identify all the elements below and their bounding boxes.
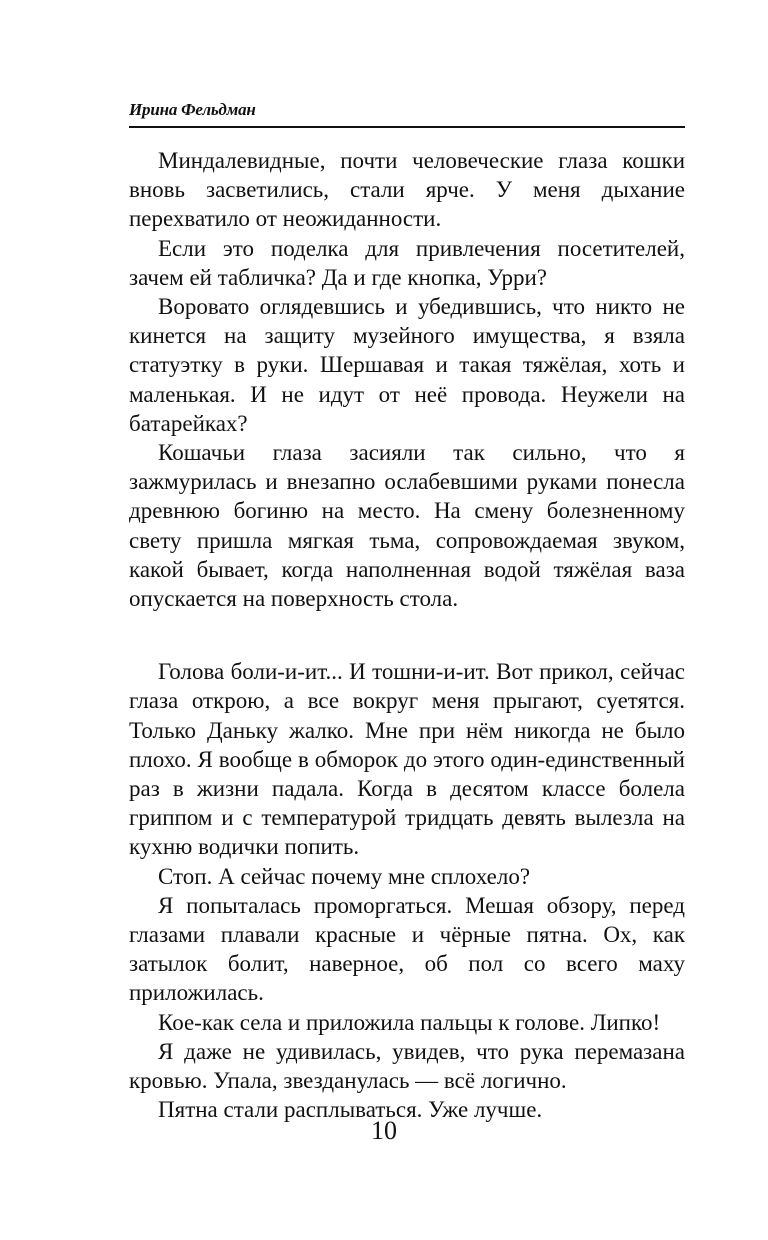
paragraph: Голова боли-и-ит... И тошни-и-ит. Вот прикол, сейчас глаза открою, а все вокруг меня прыгают, суетятся. Только Даньку жалко. Мне при нём никогда не было плохо. Я вообще в обморок до этого один-единственный раз в жизни падала. Когда в десятом классе болела гриппом и с температурой тридцать девять вылезла на кухню водички попить.: [129, 659, 685, 860]
page-header: [129, 100, 685, 128]
paragraph: Я попыталась проморгаться. Мешая обзору, перед глазами плавали красные и чёрные пятна. Ох, как затылок болит, наверное, об пол со всего маху приложилась.: [129, 892, 685, 1006]
paragraph: Кошачьи глаза засияли так сильно, что я зажмурилась и внезапно ослабевшими руками понесла древнюю богиню на место. На смену болезненному свету пришла мягкая тьма, сопровождаемая звуком, какой бывает, когда наполненная водой тяжёлая ваза опускается на поверхность стола.: [129, 440, 685, 612]
paragraph: Миндалевидные, почти человеческие глаза кошки вновь засветились, стали ярче. У меня дыхание перехватило от неожиданности.: [129, 148, 685, 232]
paragraph: Воровато оглядевшись и убедившись, что никто не кинется на защиту музейного имущества, я взяла статуэтку в руки. Шершавая и такая тяжёлая, хоть и маленькая. И не идут от неё провода. Неужели на батарейках?: [129, 294, 685, 436]
page-body: [129, 146, 685, 1125]
paragraph: Если это поделка для привлечения посетителей, зачем ей табличка? Да и где кнопка, Урри?: [129, 235, 685, 290]
running-head-author: Ирина Фельдман: [129, 100, 256, 119]
paragraph: Пятна стали расплываться. Уже лучше.: [158, 1097, 543, 1123]
paragraph: Я даже не удивилась, увидев, что рука перемазана кровью. Упала, звезданулась — всё логично.: [129, 1038, 685, 1094]
paragraph: Кое-как села и приложила пальцы к голове. Липко!: [158, 1009, 661, 1035]
paragraph: Стоп. А сейчас почему мне сплохело?: [158, 863, 531, 889]
page-number: 10: [371, 1116, 397, 1145]
section-break: [129, 613, 685, 657]
